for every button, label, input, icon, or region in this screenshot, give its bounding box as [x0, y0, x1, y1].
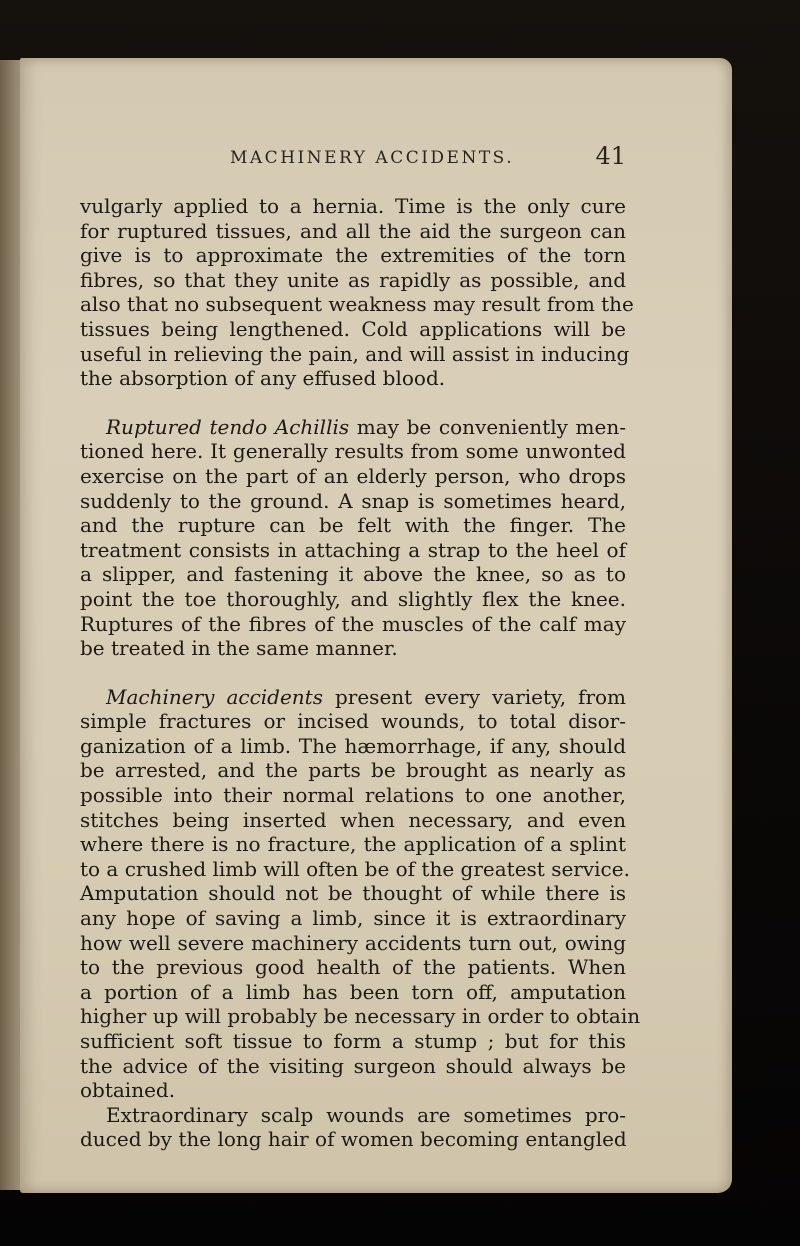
- text-line: how well severe machinery accidents turn out, owing: [80, 930, 626, 955]
- text-line: to the previous good health of the patients. When: [80, 955, 626, 980]
- text-line: vulgarly applied to a hernia. Time is the only cure: [80, 194, 626, 218]
- page-number: 41: [595, 142, 626, 170]
- paragraph-hernia-cure: [80, 194, 634, 391]
- paragraph-machinery-accidents: [80, 684, 641, 1103]
- text-line: a slipper, and fastening it above the knee, so as to: [80, 562, 626, 587]
- italic-heading: Ruptured tendo Achillis: [106, 414, 350, 439]
- text-line: exercise on the part of an elderly person, who drops: [80, 463, 626, 488]
- paragraph-gap: [80, 391, 626, 415]
- running-header: [80, 142, 626, 178]
- paragraph-gap: [80, 661, 626, 685]
- text-line: where there is no fracture, the application of a splint: [80, 832, 626, 857]
- body-text: [80, 194, 641, 1152]
- text-line: treatment consists in attaching a strap to the heel of: [80, 537, 626, 562]
- text-line: useful in relieving the pain, and will assist in inducing: [80, 341, 630, 366]
- text-line: and the rupture can be felt with the finger. The: [80, 513, 626, 538]
- text-line: Extraordinary scalp wounds are sometimes pro-: [106, 1102, 626, 1127]
- italic-heading: Machinery accidents: [106, 684, 323, 709]
- paragraph-scalp-wounds: [80, 1103, 626, 1152]
- paragraph-ruptured-tendo-achillis: [80, 415, 626, 661]
- text-line: be arrested, and the parts be brought as nearly as: [80, 758, 626, 783]
- text-line: the absorption of any effused blood.: [80, 366, 446, 391]
- text-run: present every variety, from: [323, 684, 627, 709]
- text-line: to a crushed limb will often be of the greatest service.: [80, 856, 630, 881]
- text-line: simple fractures or incised wounds, to total disor-: [80, 709, 626, 734]
- text-line: possible into their normal relations to one another,: [80, 783, 626, 808]
- text-line: Ruptures of the fibres of the muscles of the calf may: [80, 611, 626, 636]
- text-line: fibres, so that they unite as rapidly as possible, and: [80, 267, 626, 292]
- text-line: the advice of the visiting surgeon should always be: [80, 1053, 626, 1078]
- text-line: sufficient soft tissue to form a stump ; but for this: [80, 1029, 626, 1053]
- text-line: obtained.: [80, 1078, 176, 1103]
- text-line: give is to approximate the extremities of the torn: [80, 243, 626, 268]
- text-line: point the toe thoroughly, and slightly flex the knee.: [80, 586, 626, 611]
- text-line: suddenly to the ground. A snap is sometimes heard,: [80, 488, 626, 513]
- text-line: tissues being lengthened. Cold applications will be: [80, 316, 626, 341]
- text-line: stitches being inserted when necessary, and even: [80, 807, 626, 832]
- text-line: be treated in the same manner.: [80, 636, 398, 661]
- text-line: Amputation should not be thought of while there is: [80, 881, 626, 906]
- text-line: also that no subsequent weakness may result from the: [80, 292, 634, 317]
- text-line: any hope of saving a limb, since it is extraordinary: [80, 906, 626, 931]
- text-line: duced by the long hair of women becoming entangled: [80, 1127, 627, 1152]
- text-line: a portion of a limb has been torn off, amputation: [80, 979, 626, 1004]
- text-line: higher up will probably be necessary in order to obtain: [80, 1004, 641, 1029]
- text-line: tioned here. It generally results from some unwonted: [80, 439, 626, 464]
- text-line: for ruptured tissues, and all the aid the surgeon can: [80, 218, 626, 243]
- text-line: [80, 415, 626, 440]
- running-title: MACHINERY ACCIDENTS.: [230, 148, 515, 168]
- text-line: [80, 685, 626, 710]
- text-line: ganization of a limb. The hæmorrhage, if any, should: [80, 733, 626, 758]
- text-run: may be conveniently men-: [349, 414, 626, 439]
